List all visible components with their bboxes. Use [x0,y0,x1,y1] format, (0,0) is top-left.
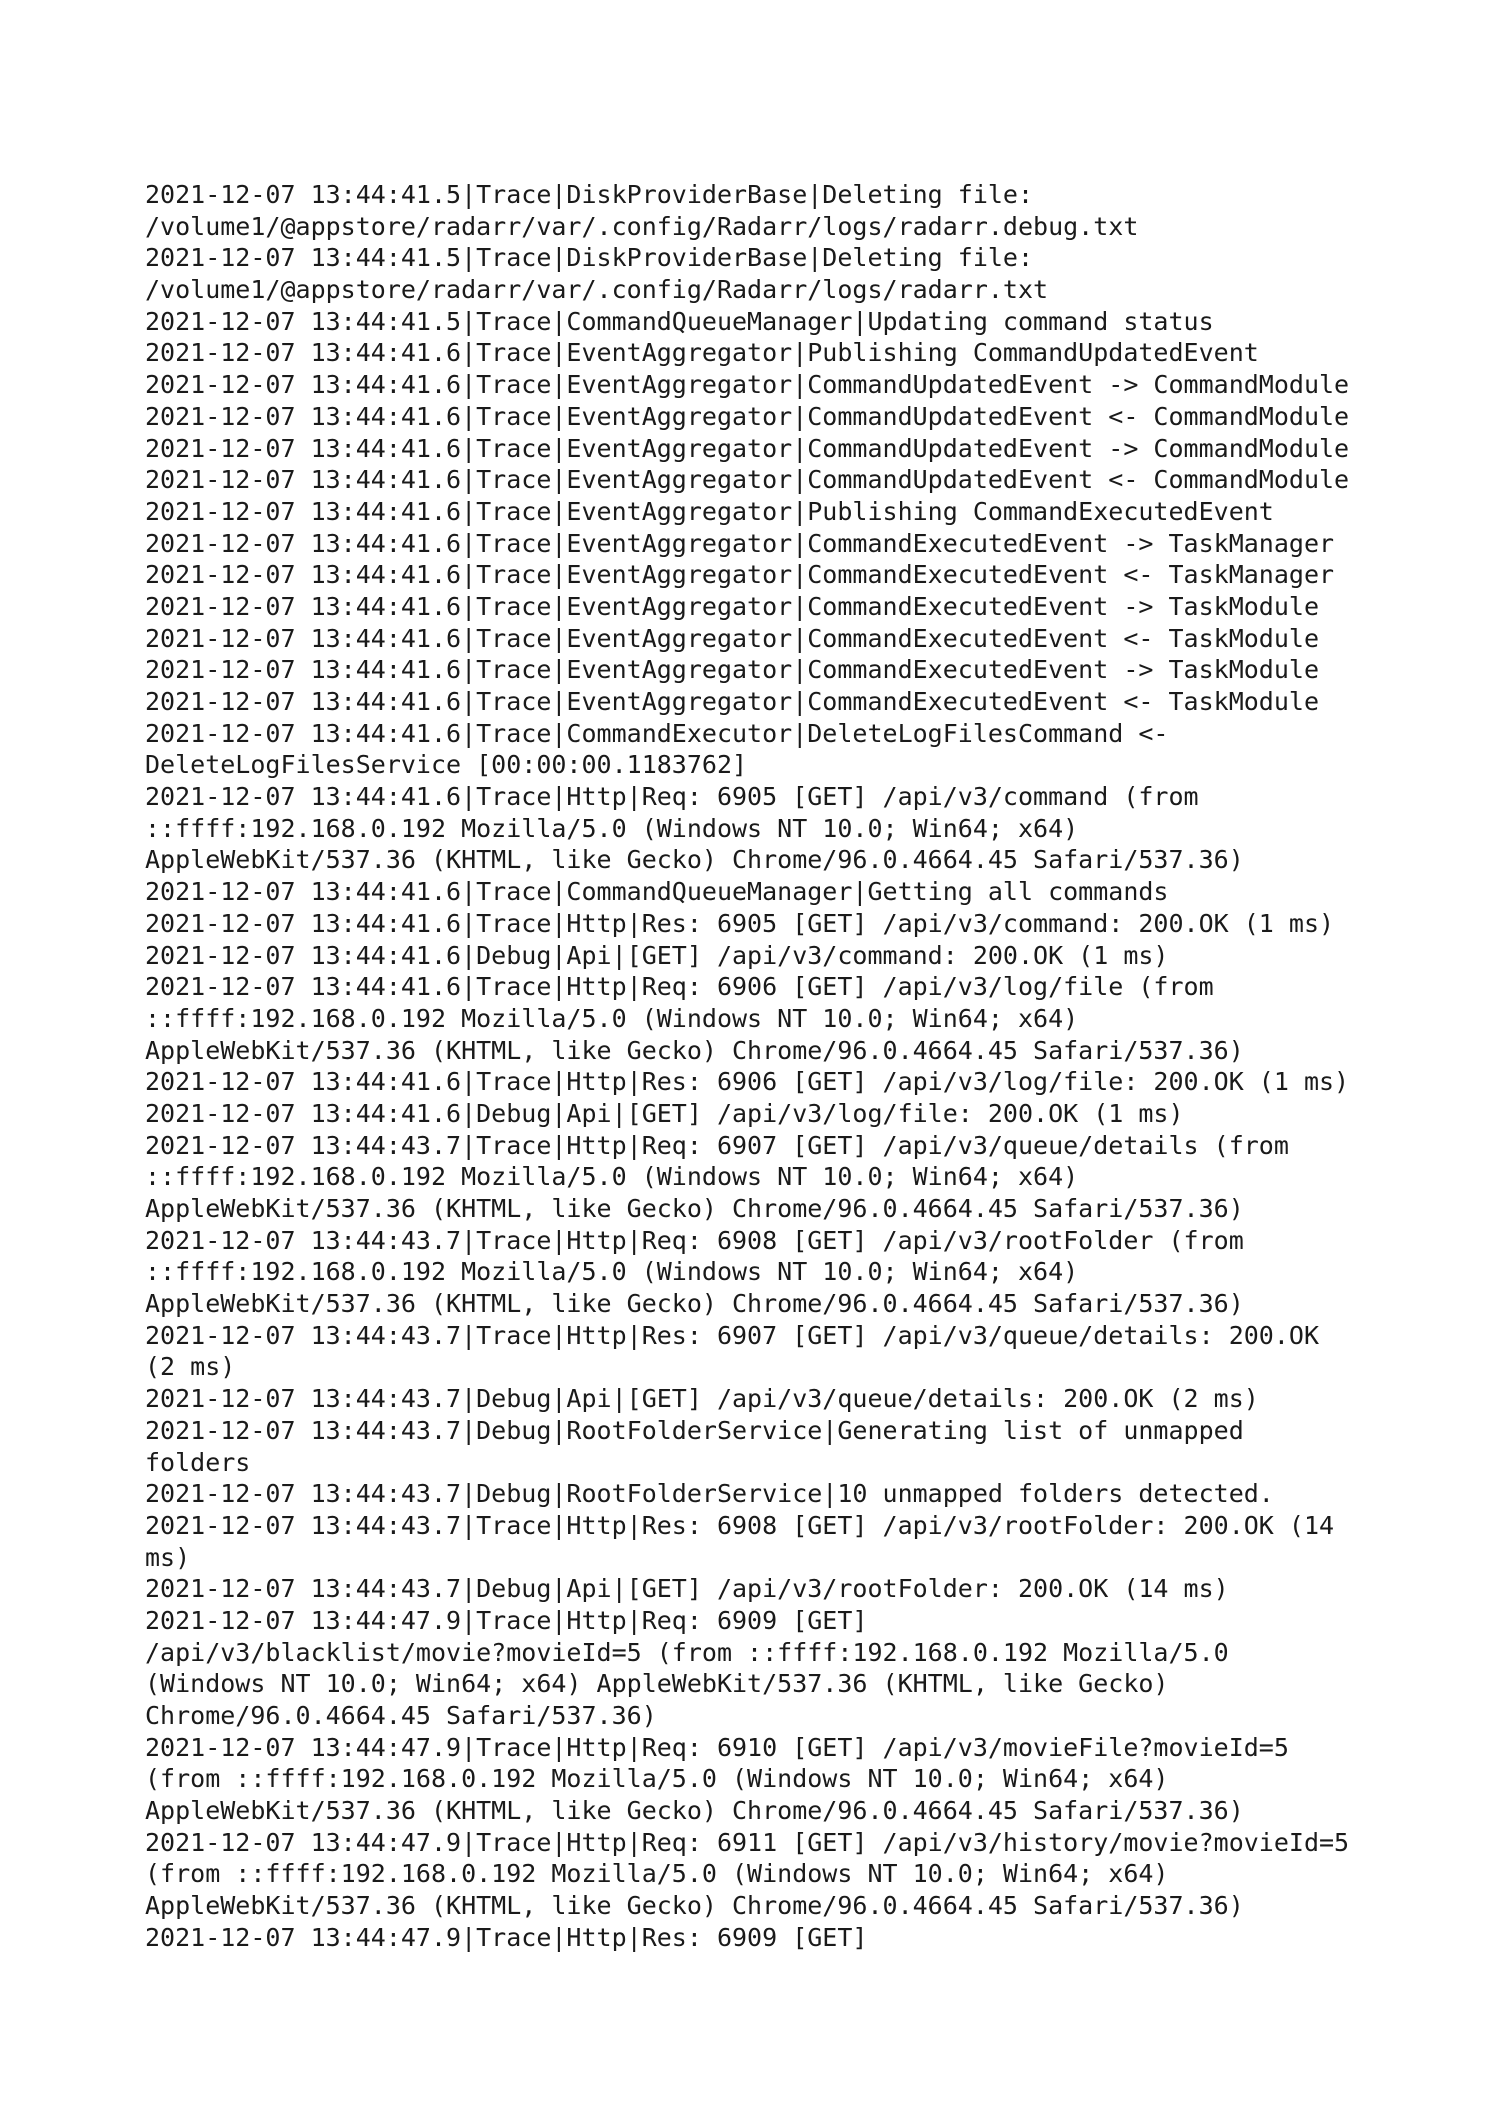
log-line: 2021-12-07 13:44:47.9|Trace|Http|Req: 6910 [GET] /api/v3/movieFile?movieId=5 [145,1732,1289,1762]
log-line: 2021-12-07 13:44:41.6|Trace|EventAggregator|CommandUpdatedEvent -> CommandModule [145,433,1350,463]
log-line: 2021-12-07 13:44:43.7|Trace|Http|Req: 6907 [GET] /api/v3/queue/details (from [145,1130,1289,1160]
log-line: DeleteLogFilesService [00:00:00.1183762] [145,750,748,780]
log-line: ::ffff:192.168.0.192 Mozilla/5.0 (Windows NT 10.0; Win64; x64) [145,813,1079,843]
log-line: 2021-12-07 13:44:47.9|Trace|Http|Req: 6911 [GET] /api/v3/history/movie?movieId=5 [145,1827,1350,1857]
log-line: AppleWebKit/537.36 (KHTML, like Gecko) Chrome/96.0.4664.45 Safari/537.36) [145,1796,1244,1826]
log-line: AppleWebKit/537.36 (KHTML, like Gecko) Chrome/96.0.4664.45 Safari/537.36) [145,845,1244,875]
log-line: 2021-12-07 13:44:41.6|Trace|EventAggregator|CommandUpdatedEvent -> CommandModule [145,370,1350,400]
log-line: ::ffff:192.168.0.192 Mozilla/5.0 (Windows NT 10.0; Win64; x64) [145,1003,1079,1033]
log-line: ::ffff:192.168.0.192 Mozilla/5.0 (Windows NT 10.0; Win64; x64) [145,1257,1079,1287]
log-line: /volume1/@appstore/radarr/var/.config/Radarr/logs/radarr.txt [145,275,1049,305]
log-line: (from ::ffff:192.168.0.192 Mozilla/5.0 (Windows NT 10.0; Win64; x64) [145,1859,1169,1889]
log-line: 2021-12-07 13:44:41.6|Trace|EventAggregator|CommandExecutedEvent <- TaskManager [145,560,1335,590]
log-line: 2021-12-07 13:44:41.6|Trace|EventAggregator|Publishing CommandExecutedEvent [145,496,1274,526]
log-line: 2021-12-07 13:44:43.7|Trace|Http|Res: 6907 [GET] /api/v3/queue/details: 200.OK [145,1320,1319,1350]
log-line: 2021-12-07 13:44:43.7|Trace|Http|Req: 6908 [GET] /api/v3/rootFolder (from [145,1225,1244,1255]
log-line: 2021-12-07 13:44:47.9|Trace|Http|Res: 6909 [GET] [145,1922,868,1952]
log-line: ms) [145,1542,191,1572]
log-line: 2021-12-07 13:44:41.6|Trace|Http|Req: 6906 [GET] /api/v3/log/file (from [145,972,1214,1002]
log-line: AppleWebKit/537.36 (KHTML, like Gecko) Chrome/96.0.4664.45 Safari/537.36) [145,1891,1244,1921]
log-line: /volume1/@appstore/radarr/var/.config/Radarr/logs/radarr.debug.txt [145,211,1139,241]
log-line: 2021-12-07 13:44:41.6|Trace|EventAggregator|CommandExecutedEvent <- TaskModule [145,687,1319,716]
log-line: 2021-12-07 13:44:41.5|Trace|DiskProviderBase|Deleting file: [145,180,1034,209]
log-line: (from ::ffff:192.168.0.192 Mozilla/5.0 (Windows NT 10.0; Win64; x64) [145,1764,1169,1794]
log-line: 2021-12-07 13:44:43.7|Debug|Api|[GET] /api/v3/rootFolder: 200.OK (14 ms) [145,1574,1229,1604]
log-line: 2021-12-07 13:44:41.6|Trace|EventAggregator|CommandExecutedEvent <- TaskModule [145,623,1319,653]
log-line: ::ffff:192.168.0.192 Mozilla/5.0 (Windows NT 10.0; Win64; x64) [145,1162,1079,1192]
log-line: 2021-12-07 13:44:41.5|Trace|CommandQueueManager|Updating command status [145,306,1214,336]
log-line: 2021-12-07 13:44:43.7|Debug|Api|[GET] /api/v3/queue/details: 200.OK (2 ms) [145,1384,1259,1414]
log-line: AppleWebKit/537.36 (KHTML, like Gecko) Chrome/96.0.4664.45 Safari/537.36) [145,1035,1244,1065]
log-line: 2021-12-07 13:44:41.6|Trace|EventAggregator|Publishing CommandUpdatedEvent [145,338,1259,368]
log-line: 2021-12-07 13:44:41.6|Debug|Api|[GET] /api/v3/log/file: 200.OK (1 ms) [145,1098,1184,1128]
log-line: /api/v3/blacklist/movie?movieId=5 (from ::ffff:192.168.0.192 Mozilla/5.0 [145,1637,1229,1667]
log-line: 2021-12-07 13:44:41.6|Trace|EventAggregator|CommandExecutedEvent -> TaskModule [145,655,1319,685]
log-line: 2021-12-07 13:44:41.6|Trace|Http|Req: 6905 [GET] /api/v3/command (from [145,782,1199,812]
log-line: 2021-12-07 13:44:41.6|Trace|Http|Res: 6905 [GET] /api/v3/command: 200.OK (1 ms) [145,908,1335,938]
log-line: 2021-12-07 13:44:41.6|Trace|CommandQueueManager|Getting all commands [145,877,1169,907]
log-line: folders [145,1447,251,1477]
log-line: (2 ms) [145,1352,236,1382]
log-line: 2021-12-07 13:44:43.7|Debug|RootFolderService|Generating list of unmapped [145,1415,1244,1445]
log-line: 2021-12-07 13:44:41.6|Trace|EventAggregator|CommandUpdatedEvent <- CommandModule [145,465,1350,495]
log-line: 2021-12-07 13:44:41.6|Trace|EventAggregator|CommandUpdatedEvent <- CommandModule [145,401,1350,431]
log-line: 2021-12-07 13:44:41.6|Trace|EventAggregator|CommandExecutedEvent -> TaskManager [145,528,1335,558]
log-line: 2021-12-07 13:44:41.5|Trace|DiskProviderBase|Deleting file: [145,243,1034,273]
log-line: 2021-12-07 13:44:41.6|Trace|EventAggregator|CommandExecutedEvent -> TaskModule [145,591,1319,621]
log-line: AppleWebKit/537.36 (KHTML, like Gecko) Chrome/96.0.4664.45 Safari/537.36) [145,1194,1244,1223]
log-line: 2021-12-07 13:44:41.6|Trace|Http|Res: 6906 [GET] /api/v3/log/file: 200.OK (1 ms) [145,1067,1350,1097]
log-line: AppleWebKit/537.36 (KHTML, like Gecko) Chrome/96.0.4664.45 Safari/537.36) [145,1289,1244,1319]
log-line: 2021-12-07 13:44:41.6|Trace|CommandExecutor|DeleteLogFilesCommand <- [145,718,1169,748]
log-line: (Windows NT 10.0; Win64; x64) AppleWebKit/537.36 (KHTML, like Gecko) [145,1669,1169,1699]
log-line: Chrome/96.0.4664.45 Safari/537.36) [145,1701,657,1730]
log-line: 2021-12-07 13:44:41.6|Debug|Api|[GET] /api/v3/command: 200.OK (1 ms) [145,940,1169,970]
log-line: 2021-12-07 13:44:43.7|Trace|Http|Res: 6908 [GET] /api/v3/rootFolder: 200.OK (14 [145,1510,1335,1540]
log-line: 2021-12-07 13:44:47.9|Trace|Http|Req: 6909 [GET] [145,1605,868,1635]
log-line: 2021-12-07 13:44:43.7|Debug|RootFolderService|10 unmapped folders detected. [145,1479,1274,1509]
log-text-block [145,179,1349,1954]
